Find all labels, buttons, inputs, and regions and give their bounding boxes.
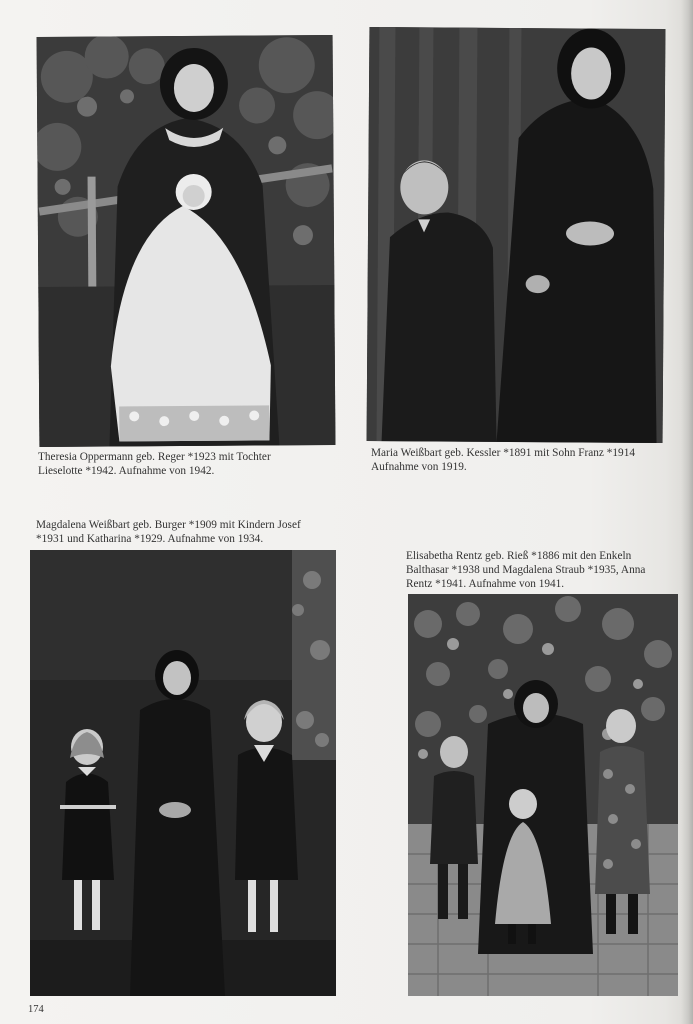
photo-4-caption bbox=[406, 549, 645, 591]
caption-line: Aufnahme von 1919. bbox=[371, 461, 467, 473]
photo-grandmother-with-grandchildren-image bbox=[408, 594, 678, 996]
caption-line: Rentz *1941. Aufnahme von 1941. bbox=[406, 578, 565, 590]
photo-mother-with-son-image bbox=[367, 27, 666, 443]
caption-line: *1931 und Katharina *1929. Aufnahme von 1934. bbox=[36, 533, 264, 545]
page-edge-shadow bbox=[681, 0, 693, 1024]
photo-mother-with-baby-image bbox=[37, 35, 336, 447]
photo-mother-with-two-children bbox=[30, 550, 336, 996]
page-number: 174 bbox=[28, 1004, 44, 1015]
photo-2-caption bbox=[371, 446, 635, 474]
photo-mother-with-two-children-image bbox=[30, 550, 336, 996]
caption-line: Elisabetha Rentz geb. Rieß *1886 mit den Enkeln bbox=[406, 550, 632, 562]
photo-mother-with-baby bbox=[37, 35, 336, 447]
caption-line: Maria Weißbart geb. Kessler *1891 mit Sohn Franz *1914 bbox=[371, 447, 635, 459]
caption-line: Theresia Oppermann geb. Reger *1923 mit Tochter bbox=[38, 451, 271, 463]
photo-3-caption bbox=[36, 518, 301, 546]
caption-line: Lieselotte *1942. Aufnahme von 1942. bbox=[38, 465, 215, 477]
photo-mother-with-son bbox=[367, 27, 666, 443]
photo-1-caption bbox=[38, 450, 271, 478]
caption-line: Balthasar *1938 und Magdalena Straub *1935, Anna bbox=[406, 564, 646, 576]
photo-grandmother-with-grandchildren bbox=[408, 594, 678, 996]
caption-line: Magdalena Weißbart geb. Burger *1909 mit Kindern Josef bbox=[36, 519, 301, 531]
